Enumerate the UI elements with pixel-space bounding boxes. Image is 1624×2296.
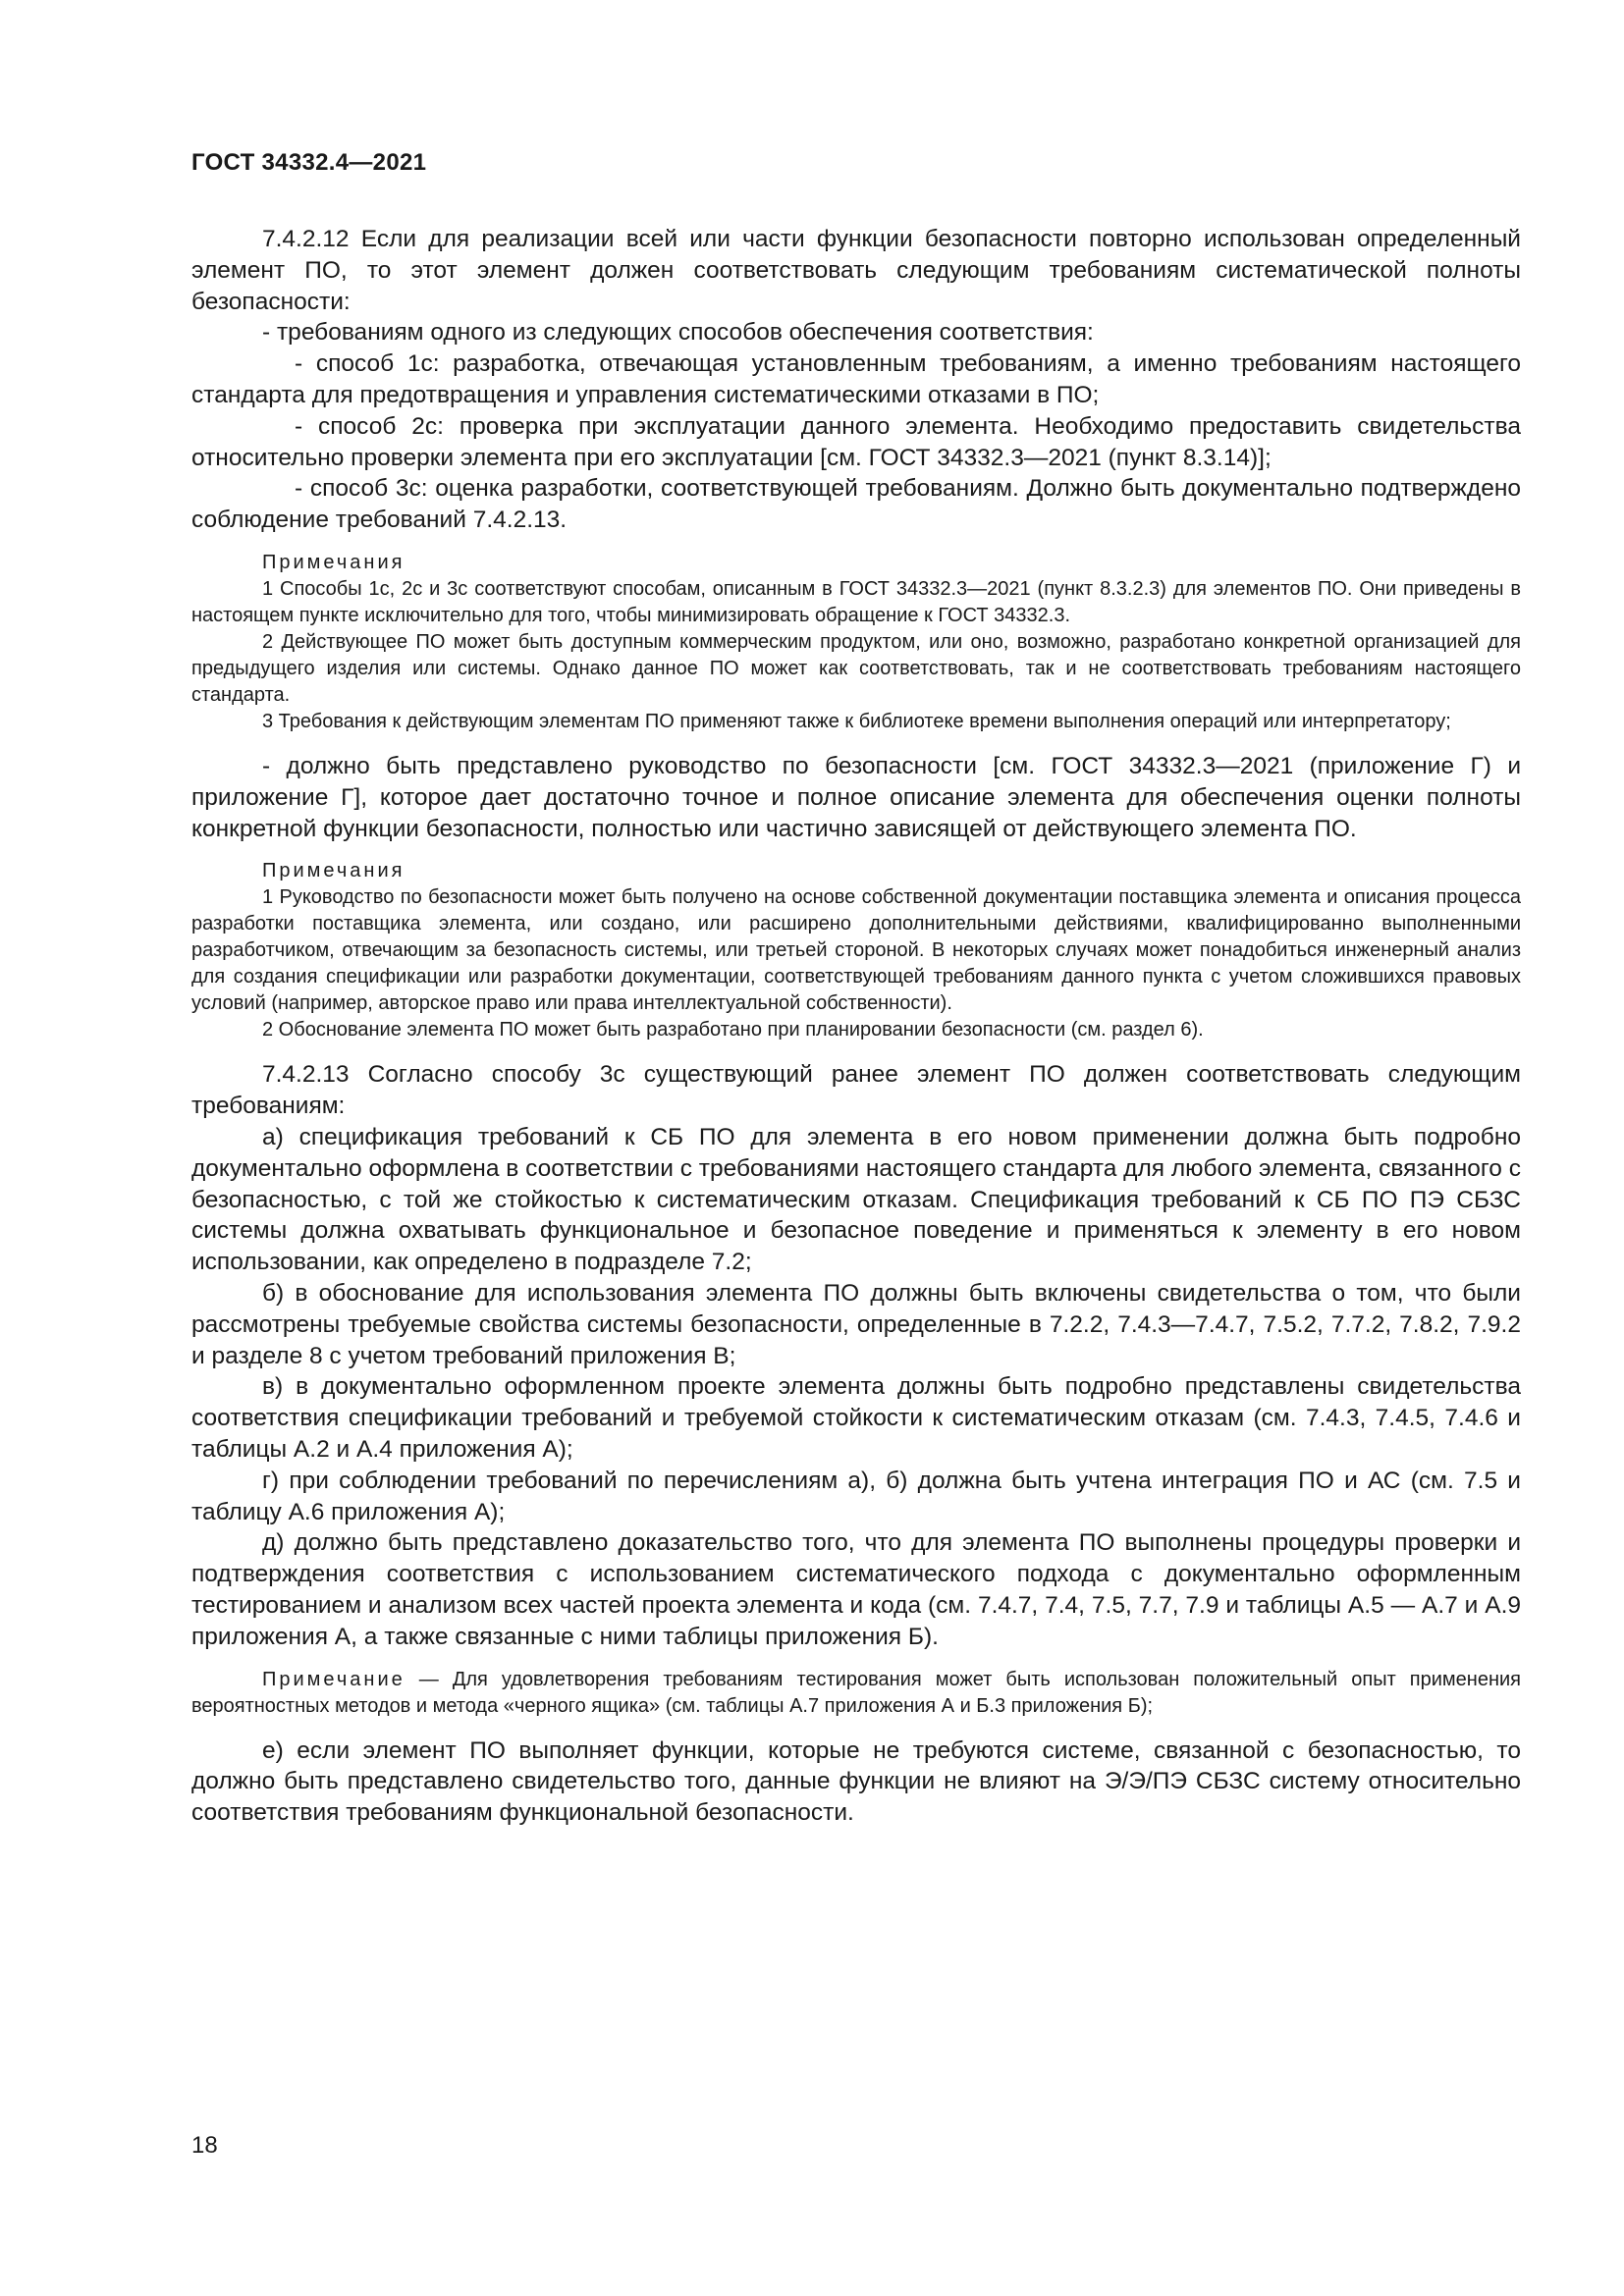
note-3-text: — Для удовлетворения требованиям тестирования может быть использован положительный опыт применения вероятностных методов и метода «черного ящика» (см. таблицы А.7 приложения А и Б.3 приложения Б);	[191, 1668, 1521, 1717]
clause-7-4-2-12-intro: 7.4.2.12 Если для реализации всей или части функции безопасности повторно использован определенный элемент ПО, то этот элемент должен соответствовать следующим требованиям систематической полноты безопасности:	[191, 226, 1521, 315]
page-number: 18	[191, 2132, 218, 2159]
notes-heading-2: Примечания	[262, 860, 406, 882]
requirement-item-2: - должно быть представлено руководство по безопасности [см. ГОСТ 34332.3—2021 (приложение Г) и приложение Г], которое дает достаточно точное и полное описание элемента для обеспечения оценки полноты конкретной функции безопасности, полностью или частично зависящей от действующего элемента ПО.	[191, 752, 1521, 842]
note-3	[191, 1667, 1521, 1720]
note-3-label: Примечание	[262, 1668, 406, 1690]
page-header-title: ГОСТ 34332.4—2021	[191, 149, 427, 176]
method-1c: - способ 1с: разработка, отвечающая установленным требованиям, а именно требованиям настоящего стандарта для предотвращения и управления систематическими отказами в ПО;	[191, 350, 1521, 408]
list-item-d: д) должно быть представлено доказательство того, что для элемента ПО выполнены процедуры проверки и подтверждения соответствия с использованием систематического подхода с документально оформленным тестированием и анализом всех частей проекта элемента и кода (см. 7.4.7, 7.4, 7.5, 7.7, 7.9 и таблицы А.5 — А.7 и А.9 приложения А, а также связанные с ними таблицы приложения Б).	[191, 1529, 1521, 1650]
note-1-2: 2 Действующее ПО может быть доступным коммерческим продуктом, или оно, возможно, разработано конкретной организацией для предыдущего изделия или системы. Однако данное ПО может как соответствовать, так и не соответствовать требованиям настоящего стандарта.	[191, 630, 1521, 706]
notes-heading-1: Примечания	[262, 551, 406, 573]
method-3c: - способ 3с: оценка разработки, соответствующей требованиям. Должно быть документально подтверждено соблюдение требований 7.4.2.13.	[191, 475, 1521, 534]
method-2c: - способ 2с: проверка при эксплуатации данного элемента. Необходимо предоставить свидетельства относительно проверки элемента при его эксплуатации [см. ГОСТ 34332.3—2021 (пункт 8.3.14)];	[191, 412, 1521, 471]
note-1-1: 1 Способы 1с, 2с и 3с соответствуют способам, описанным в ГОСТ 34332.3—2021 (пункт 8.3.2.3) для элементов ПО. Они приведены в настоящем пункте исключительно для того, чтобы минимизировать обращение к ГОСТ 34332.3.	[191, 577, 1521, 626]
list-item-g: г) при соблюдении требований по перечислениям а), б) должна быть учтена интеграция ПО и АС (см. 7.5 и таблицу А.6 приложения А);	[191, 1467, 1521, 1525]
requirement-item-1: - требованиям одного из следующих способов обеспечения соответствия:	[262, 319, 1094, 347]
note-1-3: 3 Требования к действующим элементам ПО применяют также к библиотеке времени выполнения операций или интерпретатору;	[262, 710, 1451, 732]
clause-7-4-2-13-intro: 7.4.2.13 Согласно способу 3с существующий ранее элемент ПО должен соответствовать следующим требованиям:	[191, 1061, 1521, 1120]
note-2-1: 1 Руководство по безопасности может быть получено на основе собственной документации поставщика элемента и описания процесса разработки поставщика элемента, или создано, или расширено дополнительными действиями, квалифицированно выполненными разработчиком, отвечающим за безопасность системы, или третьей стороной. В некоторых случаях может понадобиться инженерный анализ для создания спецификации или разработки документации, соответствующей требованиям данного пункта с учетом сложившихся правовых условий (например, авторское право или права интеллектуальной собственности).	[191, 886, 1521, 1015]
note-2-2: 2 Обоснование элемента ПО может быть разработано при планировании безопасности (см. раздел 6).	[262, 1019, 1204, 1041]
list-item-a: а) спецификация требований к СБ ПО для элемента в его новом применении должна быть подробно документально оформлена в соответствии с требованиями настоящего стандарта для любого элемента, связанного с безопасностью, с той же стойкостью к систематическим отказам. Спецификация требований к СБ ПО ПЭ СБЗС системы должна охватывать функциональное и безопасное поведение и применяться к элементу в его новом использовании, как определено в подразделе 7.2;	[191, 1123, 1521, 1276]
page-content	[191, 224, 1521, 1829]
list-item-b: б) в обоснование для использования элемента ПО должны быть включены свидетельства о том, что были рассмотрены требуемые свойства системы безопасности, определенные в 7.2.2, 7.4.3—7.4.7, 7.5.2, 7.7.2, 7.8.2, 7.9.2 и разделе 8 с учетом требований приложения В;	[191, 1279, 1521, 1369]
list-item-v: в) в документально оформленном проекте элемента должны быть подробно представлены свидетельства соответствия спецификации требований и требуемой стойкости к систематическим отказам (см. 7.4.3, 7.4.5, 7.4.6 и таблицы А.2 и А.4 приложения А);	[191, 1373, 1521, 1463]
list-item-e: е) если элемент ПО выполняет функции, которые не требуются системе, связанной с безопасностью, то должно быть представлено свидетельство того, данные функции не влияют на Э/Э/ПЭ СБЗС систему относительно соответствия требованиям функциональной безопасности.	[191, 1736, 1521, 1827]
